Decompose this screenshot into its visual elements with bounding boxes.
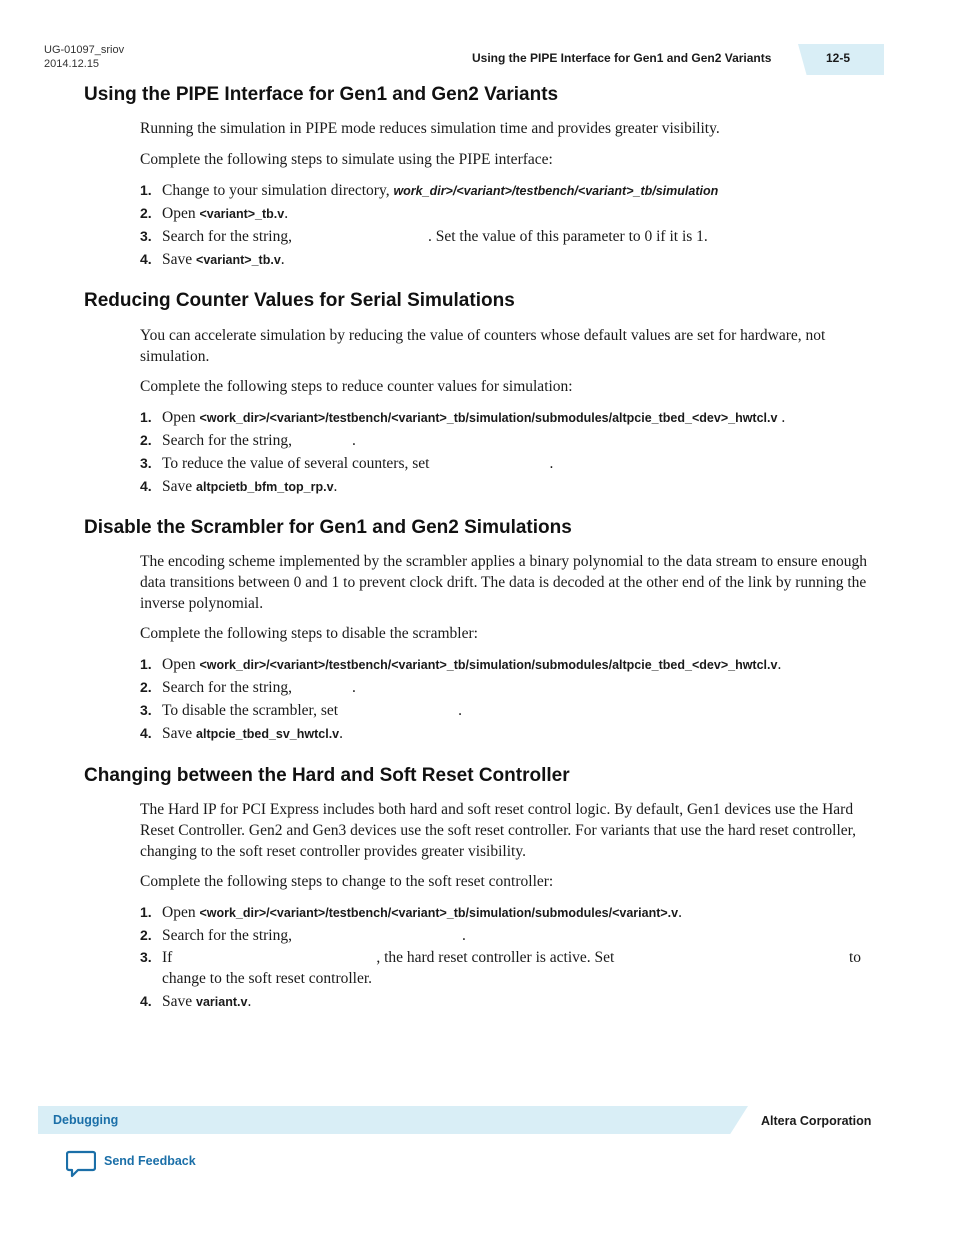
- paragraph: Running the simulation in PIPE mode reduces simulation time and provides greater visibility.: [140, 120, 720, 137]
- list-item: 3. Search for the string, . Set the value of this parameter to 0 if it is 1.: [140, 228, 708, 245]
- paragraph: The encoding scheme implemented by the scrambler applies a binary polynomial to the data stream to ensure enough data transitions between 0 and 1 to prevent clock drift. The data is decoded at the other end of the link by running the inverse polynomial.: [140, 553, 867, 612]
- list-item: 1. Change to your simulation directory, work_dir>/<variant>/testbench/<variant>_tb/simulation: [140, 182, 719, 199]
- section-heading-scrambler: Disable the Scrambler for Gen1 and Gen2 Simulations: [84, 517, 572, 538]
- file-path: <work_dir>/<variant>/testbench/<variant>_tb/simulation/submodules/altpcie_tbed_<dev>_hwtcl.v: [199, 411, 778, 425]
- list-item: 3. If , the hard reset controller is active. Set to change to the soft reset controller.: [140, 949, 862, 987]
- list-item: 3. To reduce the value of several counters, set .: [140, 455, 554, 472]
- paragraph: Complete the following steps to disable the scrambler:: [140, 625, 478, 642]
- list-item: 3. To disable the scrambler, set .: [140, 702, 462, 719]
- file-path: <variant>_tb.v: [199, 207, 285, 221]
- paragraph: The Hard IP for PCI Express includes both hard and soft reset control logic. By default, Gen1 devices use the Hard Reset Controller. Gen2 and Gen3 devices use the soft reset controller. For variants that use the hard reset controller, changing to the soft reset controller provides greater visibility.: [140, 801, 857, 860]
- list-item: 2. Search for the string, .: [140, 927, 466, 944]
- list-item: 1. Open <work_dir>/<variant>/testbench/<variant>_tb/simulation/submodules/<variant>.v.: [140, 904, 682, 921]
- footer-company: Altera Corporation: [761, 1114, 872, 1128]
- paragraph: You can accelerate simulation by reducing the value of counters whose default values are set for hardware, not simulation.: [140, 327, 826, 365]
- footer-section-link[interactable]: Debugging: [53, 1113, 119, 1127]
- file-path: <work_dir>/<variant>/testbench/<variant>_tb/simulation/submodules/altpcie_tbed_<dev>_hwtcl.v: [199, 658, 778, 672]
- file-path: <work_dir>/<variant>/testbench/<variant>_tb/simulation/submodules/<variant>.v: [199, 906, 679, 920]
- paragraph: Complete the following steps to reduce counter values for simulation:: [140, 378, 573, 395]
- list-item: 4. Save variant.v.: [140, 993, 252, 1010]
- list-item: 1. Open <work_dir>/<variant>/testbench/<variant>_tb/simulation/submodules/altpcie_tbed_<dev>_hwtcl.v .: [140, 409, 786, 426]
- file-path: altpcietb_bfm_top_rp.v: [196, 480, 334, 494]
- list-item: 2. Open <variant>_tb.v.: [140, 205, 289, 222]
- file-path: work_dir>/<variant>/testbench/<variant>_tb/simulation: [393, 184, 719, 198]
- list-item: 2. Search for the string, .: [140, 432, 356, 449]
- paragraph: Complete the following steps to change to the soft reset controller:: [140, 873, 554, 890]
- list-item: 4. Save altpcietb_bfm_top_rp.v.: [140, 478, 338, 495]
- file-path: variant.v: [196, 995, 248, 1009]
- running-header-title: Using the PIPE Interface for Gen1 and Gen2 Variants: [472, 51, 772, 65]
- list-item: 1. Open <work_dir>/<variant>/testbench/<variant>_tb/simulation/submodules/altpcie_tbed_<dev>_hwtcl.v.: [140, 656, 782, 673]
- footer-band: [38, 1106, 748, 1134]
- section-heading-pipe: Using the PIPE Interface for Gen1 and Gen2 Variants: [84, 84, 559, 105]
- list-item: 2. Search for the string, .: [140, 679, 356, 696]
- document-id: UG-01097_sriov 2014.12.15: [44, 44, 125, 70]
- speech-bubble-icon[interactable]: [66, 1150, 96, 1178]
- file-path: altpcie_tbed_sv_hwtcl.v: [196, 727, 340, 741]
- list-item: 4. Save <variant>_tb.v.: [140, 251, 285, 268]
- page-number: 12-5: [826, 51, 851, 65]
- section-heading-counters: Reducing Counter Values for Serial Simulations: [84, 290, 515, 311]
- list-item: 4. Save altpcie_tbed_sv_hwtcl.v.: [140, 725, 344, 742]
- section-heading-reset-controller: Changing between the Hard and Soft Reset Controller: [84, 765, 570, 786]
- file-path: <variant>_tb.v: [196, 253, 281, 267]
- paragraph: Complete the following steps to simulate using the PIPE interface:: [140, 151, 553, 168]
- send-feedback-link[interactable]: Send Feedback: [104, 1154, 196, 1168]
